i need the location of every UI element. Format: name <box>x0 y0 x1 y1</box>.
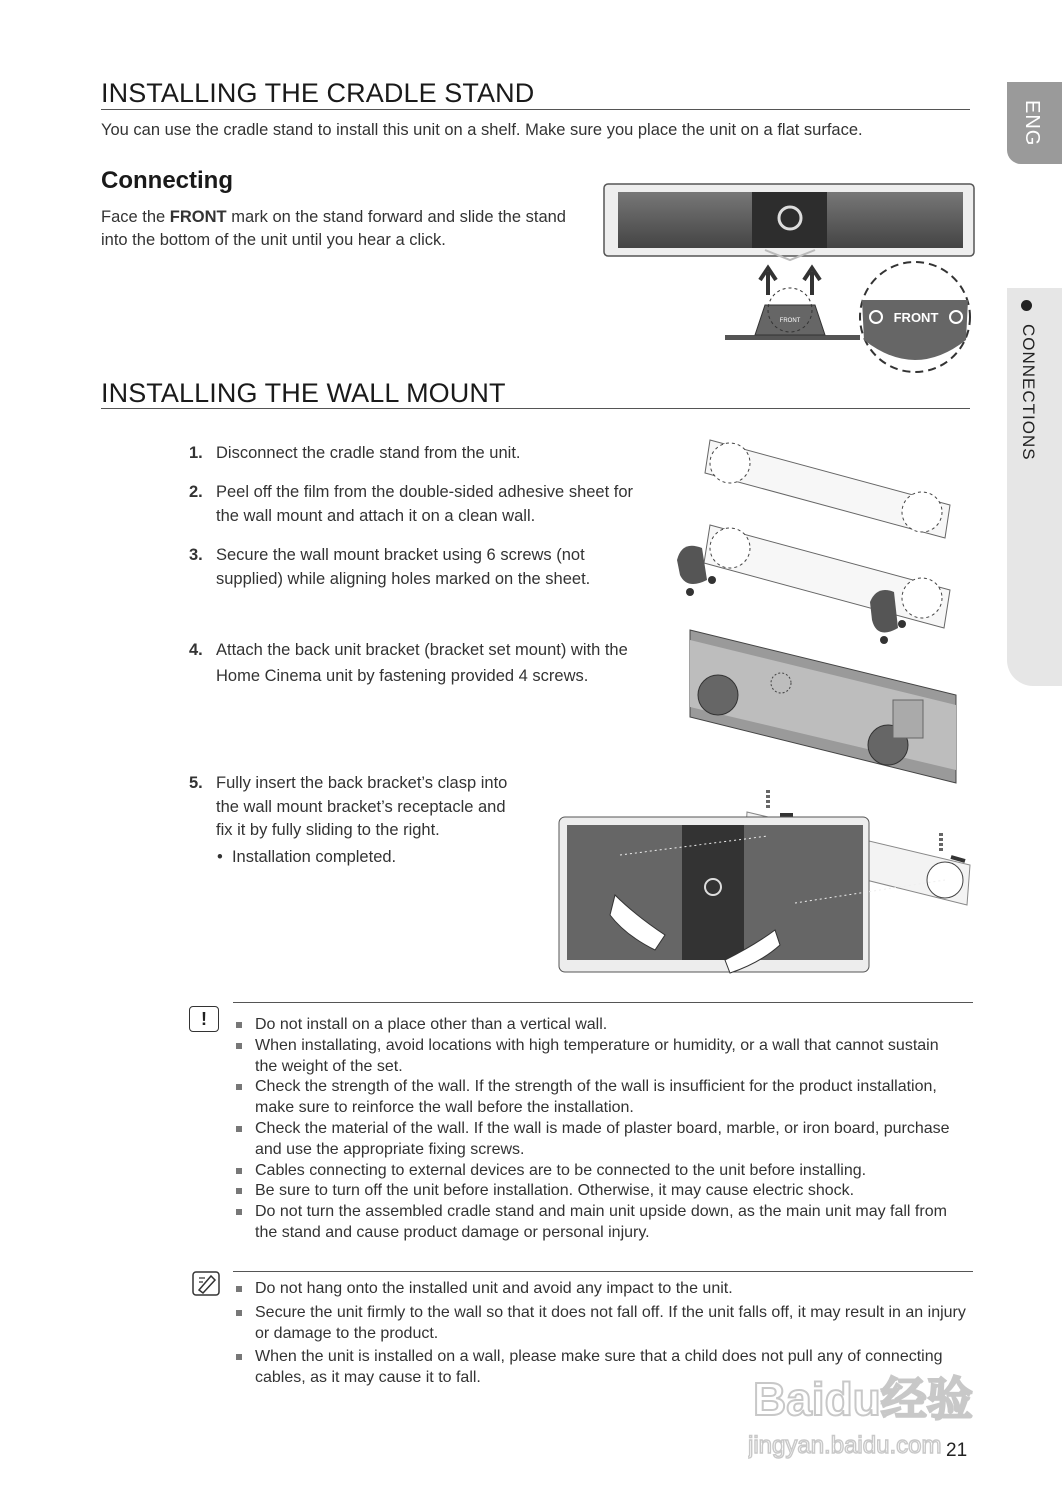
watermark-brand: Baidu经验 <box>753 1373 973 1425</box>
connecting-heading: Connecting <box>101 167 233 194</box>
step-text: Disconnect the cradle stand from the unit. <box>216 444 521 462</box>
note-item: Do not hang onto the installed unit and avoid any impact to the unit. <box>233 1279 973 1300</box>
zoom-front-mark: FRONT <box>893 310 939 325</box>
step-number: 4. <box>189 641 203 659</box>
bullet-icon <box>1021 300 1032 311</box>
caution-item: Cables connecting to external devices are to be connected to the unit before installing. <box>233 1161 953 1182</box>
caution-item: Check the material of the wall. If the wall is made of plaster board, marble, or iron board, purchase and use the appropriate fixing screws. <box>233 1119 953 1161</box>
caution-item: Do not install on a place other than a vertical wall. <box>233 1015 953 1036</box>
caution-item: When installating, avoid locations with high temperature or humidity, or a wall that cannot sustain the weight of the set. <box>233 1036 953 1078</box>
note-list <box>233 1279 973 1392</box>
caution-icon: ! <box>189 1006 219 1032</box>
step-number: 5. <box>189 774 203 792</box>
language-tab <box>1007 82 1062 164</box>
cradle-section-title: INSTALLING THE CRADLE STAND <box>101 78 535 108</box>
note-rule <box>233 1271 973 1272</box>
note-item: Secure the unit firmly to the wall so that it does not fall off. If the unit falls off, it may result in an injury or damage to the product. <box>233 1303 973 1345</box>
step-text: Peel off the film from the double-sided adhesive sheet for the wall mount and attach it on a clean wall. <box>216 483 634 525</box>
section-divider <box>101 408 970 409</box>
bullet-icon: • <box>217 848 223 866</box>
connecting-text <box>101 206 571 252</box>
step-number: 2. <box>189 483 203 501</box>
wall-section-title: INSTALLING THE WALL MOUNT <box>101 378 506 408</box>
caution-list <box>233 1015 953 1244</box>
connecting-text-b: mark on the stand forward and slide the stand into the bottom of the unit until you hear a click. <box>101 208 566 249</box>
caution-rule <box>233 1002 973 1003</box>
step5-result <box>217 848 396 867</box>
back-bracket-illustration <box>688 625 958 785</box>
note-item: When the unit is installed on a wall, please make sure that a child does not pull any of connecting cables, as it may cause it to fall. <box>233 1347 973 1389</box>
section-tab-label: CONNECTIONS <box>1019 324 1038 461</box>
cradle-stand-illustration <box>600 180 980 380</box>
caution-item: Be sure to turn off the unit before installation. Otherwise, it may cause electric shock. <box>233 1181 953 1202</box>
watermark-url: jingyan.baidu.com <box>748 1432 942 1459</box>
front-emphasis: FRONT <box>169 208 227 226</box>
note-pencil-icon <box>191 1270 223 1298</box>
caution-item: Do not turn the assembled cradle stand and main unit upside down, as the main unit may fall from the stand and cause product damage or personal injury. <box>233 1202 953 1244</box>
step-number: 1. <box>189 444 203 462</box>
cradle-intro: You can use the cradle stand to install this unit on a shelf. Make sure you place the unit on a flat surface. <box>101 121 863 139</box>
connecting-text-a: Face the <box>101 208 170 226</box>
section-tab <box>1007 288 1062 686</box>
step5-result-text: Installation completed. <box>231 848 397 866</box>
step-text: Secure the wall mount bracket using 6 screws (not supplied) while aligning holes marked on the sheet. <box>216 546 591 588</box>
step-text: Fully insert the back bracket’s clasp into the wall mount bracket’s receptacle and fix it by fully sliding to the right. <box>216 774 508 839</box>
stand-front-mark: FRONT <box>779 318 801 324</box>
step-number: 3. <box>189 546 203 564</box>
section-divider <box>101 109 970 110</box>
language-tab-label: ENG <box>1021 100 1043 147</box>
step-text: Attach the back unit bracket (bracket set mount) with the Home Cinema unit by fastening provided 4 screws. <box>216 641 628 685</box>
page-number: 21 <box>946 1440 968 1461</box>
caution-item: Check the strength of the wall. If the strength of the wall is insufficient for the product installation, make sure to reinforce the wall before the installation. <box>233 1077 953 1119</box>
mounting-unit-illustration <box>555 785 975 975</box>
